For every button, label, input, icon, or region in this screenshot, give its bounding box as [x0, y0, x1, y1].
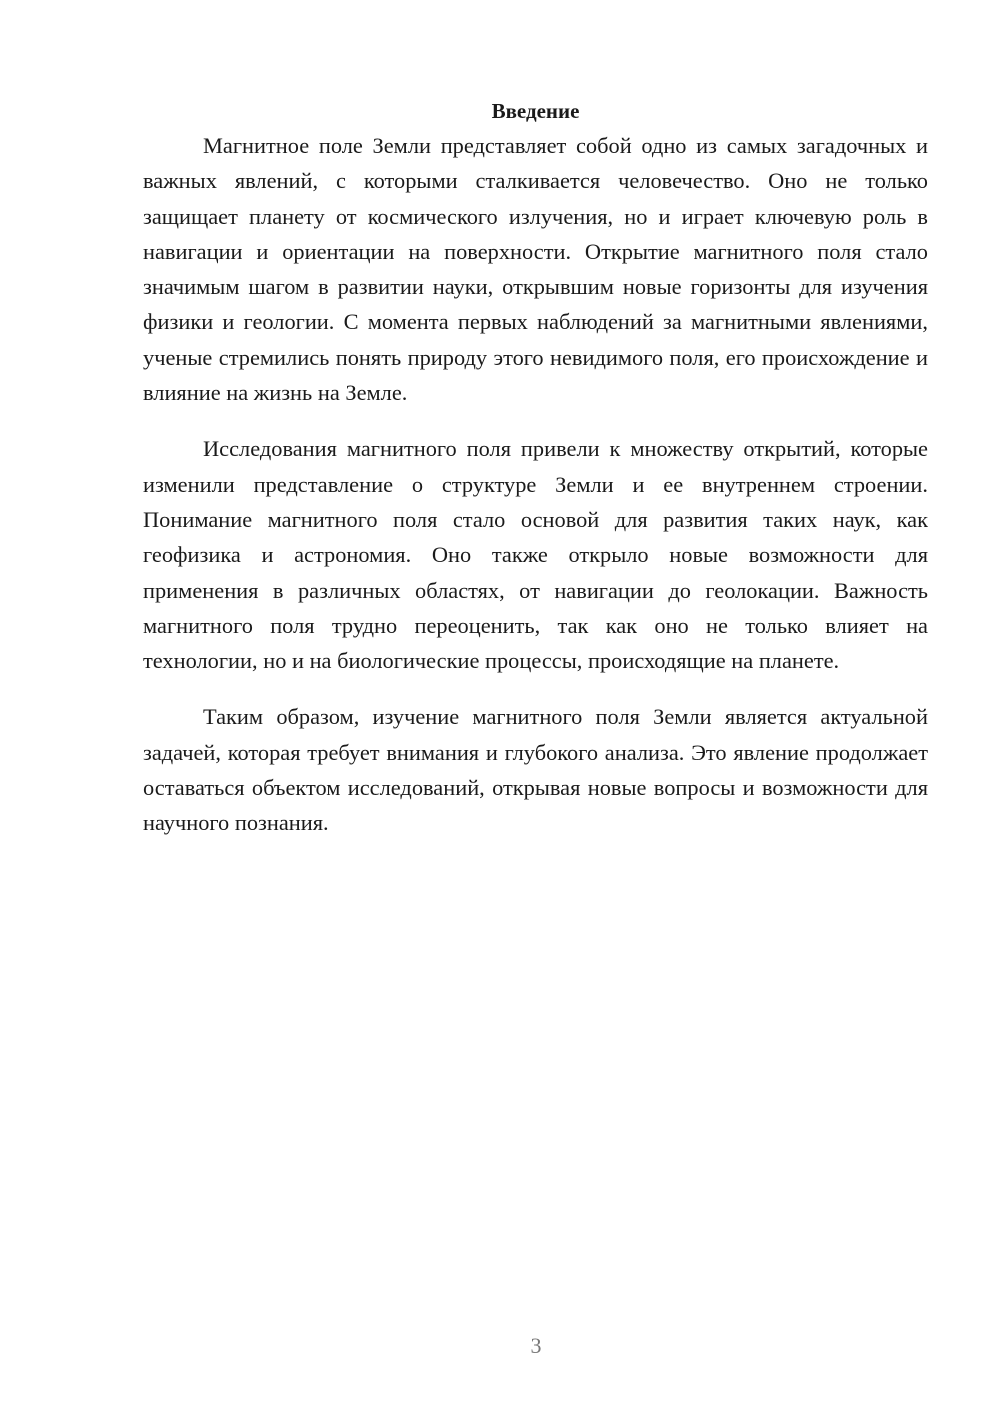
document-body [143, 95, 928, 862]
section-title: Введение [491, 99, 580, 123]
page-number: 3 [530, 1333, 542, 1358]
paragraph-3: Таким образом, изучение магнитного поля Земли является актуальной задачей, которая требует внимания и глубокого анализа. Это явление продолжает оставаться объектом исследований, открывая новые вопросы и возможности для научного познания. [143, 704, 928, 836]
paragraph-2: Исследования магнитного поля привели к множеству открытий, которые изменили представление о структуре Земли и ее внутреннем строении. Понимание магнитного поля стало основой для развития таких наук, как геофизика и астрономия. Оно также открыло новые возможности для применения в различных областях, от навигации до геолокации. Важность магнитного поля трудно переоценить, так как оно не только влияет на технологии, но и на биологические процессы, происходящие на планете. [143, 436, 928, 674]
paragraph-1: Магнитное поле Земли представляет собой одно из самых загадочных и важных явлений, с которыми сталкивается человечество. Оно не только защищает планету от космического излучения, но и играет ключевую роль в навигации и ориентации на поверхности. Открытие магнитного поля стало значимым шагом в развитии науки, открывшим новые горизонты для изучения физики и геологии. С момента первых наблюдений за магнитными явлениями, ученые стремились понять природу этого невидимого поля, его происхождение и влияние на жизнь на Земле. [143, 133, 928, 406]
